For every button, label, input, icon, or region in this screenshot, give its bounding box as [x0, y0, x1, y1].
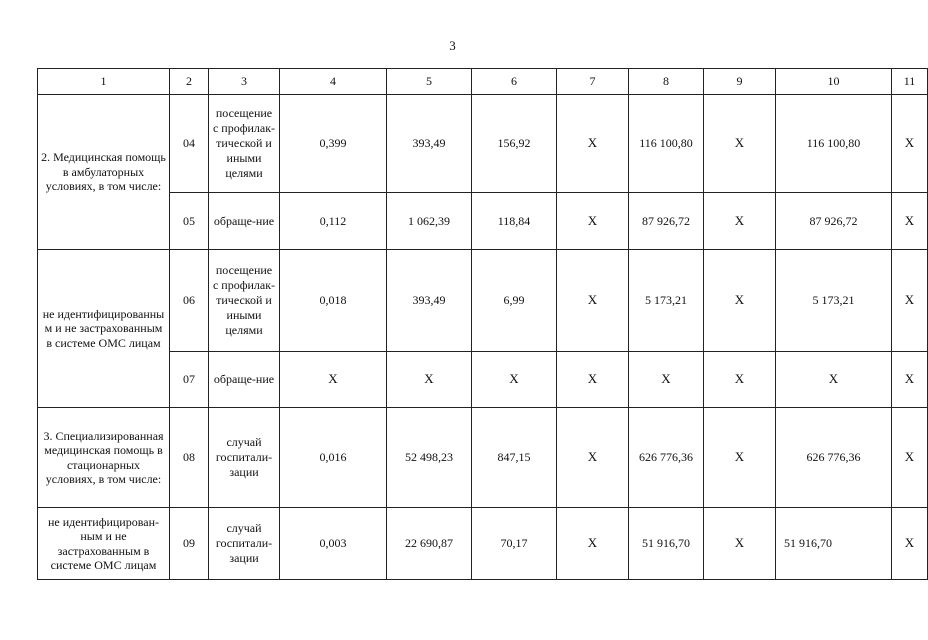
cell-col9: X	[704, 250, 776, 352]
cell-col8: 5 173,21	[629, 250, 704, 352]
row-name: 2. Медицинская помощь в амбулаторных условиях, в том числе:	[38, 95, 170, 250]
row-name: не идентифицированны м и не застрахованным в системе ОМС лицам	[38, 250, 170, 408]
cell-col7: X	[557, 250, 629, 352]
cell-col10: 626 776,36	[776, 408, 892, 508]
header-cell: 2	[170, 69, 209, 95]
cell-col5: 1 062,39	[387, 193, 472, 250]
header-cell: 6	[472, 69, 557, 95]
row-code: 05	[170, 193, 209, 250]
table-row	[38, 408, 928, 508]
cell-col4: X	[280, 352, 387, 408]
cell-col6: 6,99	[472, 250, 557, 352]
cell-col7: X	[557, 508, 629, 580]
cell-col4: 0,112	[280, 193, 387, 250]
cell-col8: 51 916,70	[629, 508, 704, 580]
cell-col11: X	[892, 95, 928, 193]
header-cell: 4	[280, 69, 387, 95]
row-name: 3. Специализированная медицинская помощь в стационарных условиях, в том числе:	[38, 408, 170, 508]
cell-col11: X	[892, 193, 928, 250]
table-row	[38, 250, 928, 352]
cell-col8: 626 776,36	[629, 408, 704, 508]
row-code: 07	[170, 352, 209, 408]
cell-col6: 847,15	[472, 408, 557, 508]
cell-col4: 0,399	[280, 95, 387, 193]
cell-col6: X	[472, 352, 557, 408]
cell-col5: 22 690,87	[387, 508, 472, 580]
row-unit: случай госпитали-зации	[209, 408, 280, 508]
table-row	[38, 352, 928, 408]
cell-col8: X	[629, 352, 704, 408]
cell-col7: X	[557, 95, 629, 193]
cell-col7: X	[557, 352, 629, 408]
cell-col8: 116 100,80	[629, 95, 704, 193]
header-cell: 1	[38, 69, 170, 95]
cell-col10: 87 926,72	[776, 193, 892, 250]
cell-col8: 87 926,72	[629, 193, 704, 250]
cell-col9: X	[704, 408, 776, 508]
cell-col4: 0,018	[280, 250, 387, 352]
header-cell: 7	[557, 69, 629, 95]
header-cell: 9	[704, 69, 776, 95]
row-unit: обраще-ние	[209, 352, 280, 408]
row-code: 09	[170, 508, 209, 580]
cell-col9: X	[704, 508, 776, 580]
row-code: 04	[170, 95, 209, 193]
cell-col6: 118,84	[472, 193, 557, 250]
table-row	[38, 508, 928, 580]
header-cell: 8	[629, 69, 704, 95]
header-cell: 10	[776, 69, 892, 95]
cell-col7: X	[557, 193, 629, 250]
cell-col9: X	[704, 193, 776, 250]
header-cell: 11	[892, 69, 928, 95]
cell-col10: X	[776, 352, 892, 408]
cell-col11: X	[892, 408, 928, 508]
cell-col10: 116 100,80	[776, 95, 892, 193]
row-name: не идентифицирован-ным и не застрахованным в системе ОМС лицам	[38, 508, 170, 580]
cell-col10: 5 173,21	[776, 250, 892, 352]
row-unit: посещение с профилак-тической и иными целями	[209, 95, 280, 193]
row-code: 08	[170, 408, 209, 508]
cell-col4: 0,016	[280, 408, 387, 508]
table-row	[38, 95, 928, 193]
page-number: 3	[449, 38, 456, 53]
cell-col5: X	[387, 352, 472, 408]
cell-col10: 51 916,70	[776, 508, 892, 580]
cell-col5: 52 498,23	[387, 408, 472, 508]
table-row	[38, 193, 928, 250]
row-unit: обраще-ние	[209, 193, 280, 250]
cell-col11: X	[892, 508, 928, 580]
data-table	[37, 68, 928, 580]
header-row	[38, 69, 928, 95]
cell-col9: X	[704, 352, 776, 408]
row-unit: случай госпитали-зации	[209, 508, 280, 580]
cell-col11: X	[892, 250, 928, 352]
row-code: 06	[170, 250, 209, 352]
cell-col4: 0,003	[280, 508, 387, 580]
header-cell: 3	[209, 69, 280, 95]
cell-col5: 393,49	[387, 95, 472, 193]
cell-col6: 70,17	[472, 508, 557, 580]
cell-col7: X	[557, 408, 629, 508]
cell-col11: X	[892, 352, 928, 408]
cell-col6: 156,92	[472, 95, 557, 193]
cell-col9: X	[704, 95, 776, 193]
row-unit: посещение с профилак-тической и иными целями	[209, 250, 280, 352]
cell-col5: 393,49	[387, 250, 472, 352]
header-cell: 5	[387, 69, 472, 95]
